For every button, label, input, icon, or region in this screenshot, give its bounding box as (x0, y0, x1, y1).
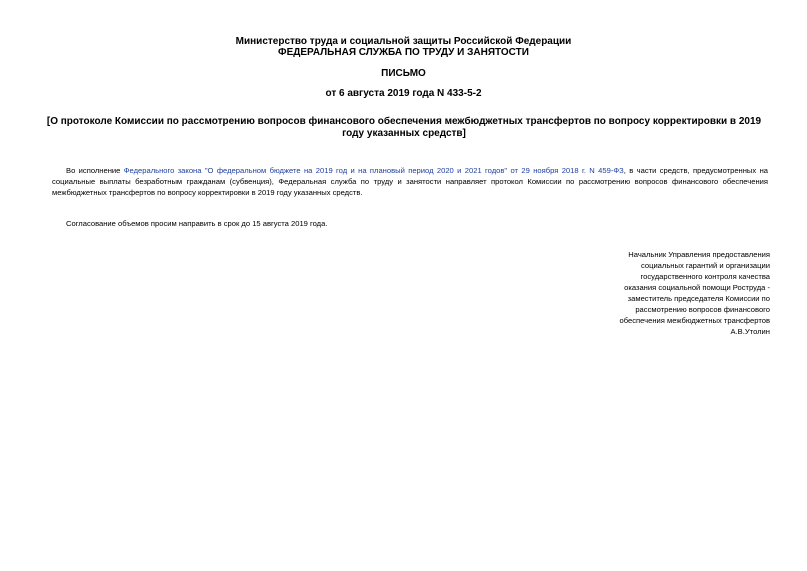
signature-block (596, 249, 770, 337)
signature-line: социальных гарантий и организации (640, 261, 770, 270)
document-date-number: от 6 августа 2019 года N 433-5-2 (325, 88, 482, 99)
body-paragraph-2: Согласование объемов просим направить в срок до 15 августа 2019 года. (66, 219, 328, 228)
signature-line: государственного контроля качества (640, 272, 770, 281)
signature-line: обеспечения межбюджетных трансфертов (619, 316, 770, 325)
document-type: ПИСЬМО (381, 68, 426, 79)
document-header (0, 36, 807, 58)
signature-line: Начальник Управления предоставления (628, 250, 770, 259)
signature-line: оказания социальной помощи Роструда - (624, 283, 770, 292)
signature-line: заместитель председателя Комиссии по (627, 294, 770, 303)
document-body (52, 165, 768, 229)
paragraph-1-prefix: Во исполнение (66, 166, 124, 175)
body-paragraph-1 (52, 165, 768, 198)
document-title: [О протоколе Комиссии по рассмотрению вопросов финансового обеспечения межбюджетных трансфертов по вопросу корректировки в 2019 году указанных средств] (46, 116, 762, 139)
service-name: ФЕДЕРАЛЬНАЯ СЛУЖБА ПО ТРУДУ И ЗАНЯТОСТИ (278, 47, 529, 58)
federal-law-link[interactable]: Федерального закона "О федеральном бюджете на 2019 год и на плановый период 2020 и 2021 годов" от 29 ноября 2018 г. N 459-ФЗ (123, 166, 624, 175)
paragraph-1-suffix: , в части средств, предусмотренных на социальные выплаты безработным гражданам (субвенция), Федеральная служба по труду и занятости направляет протокол Комиссии по рассмотрению вопросов финансового обеспечения межбюджетных трансфертов по вопросу корректировки в 2019 году указанных средств. (52, 166, 768, 197)
signature-line: рассмотрению вопросов финансового (635, 305, 770, 314)
signatory-name: А.В.Утолин (730, 327, 770, 336)
ministry-name: Министерство труда и социальной защиты Российской Федерации (235, 36, 572, 47)
